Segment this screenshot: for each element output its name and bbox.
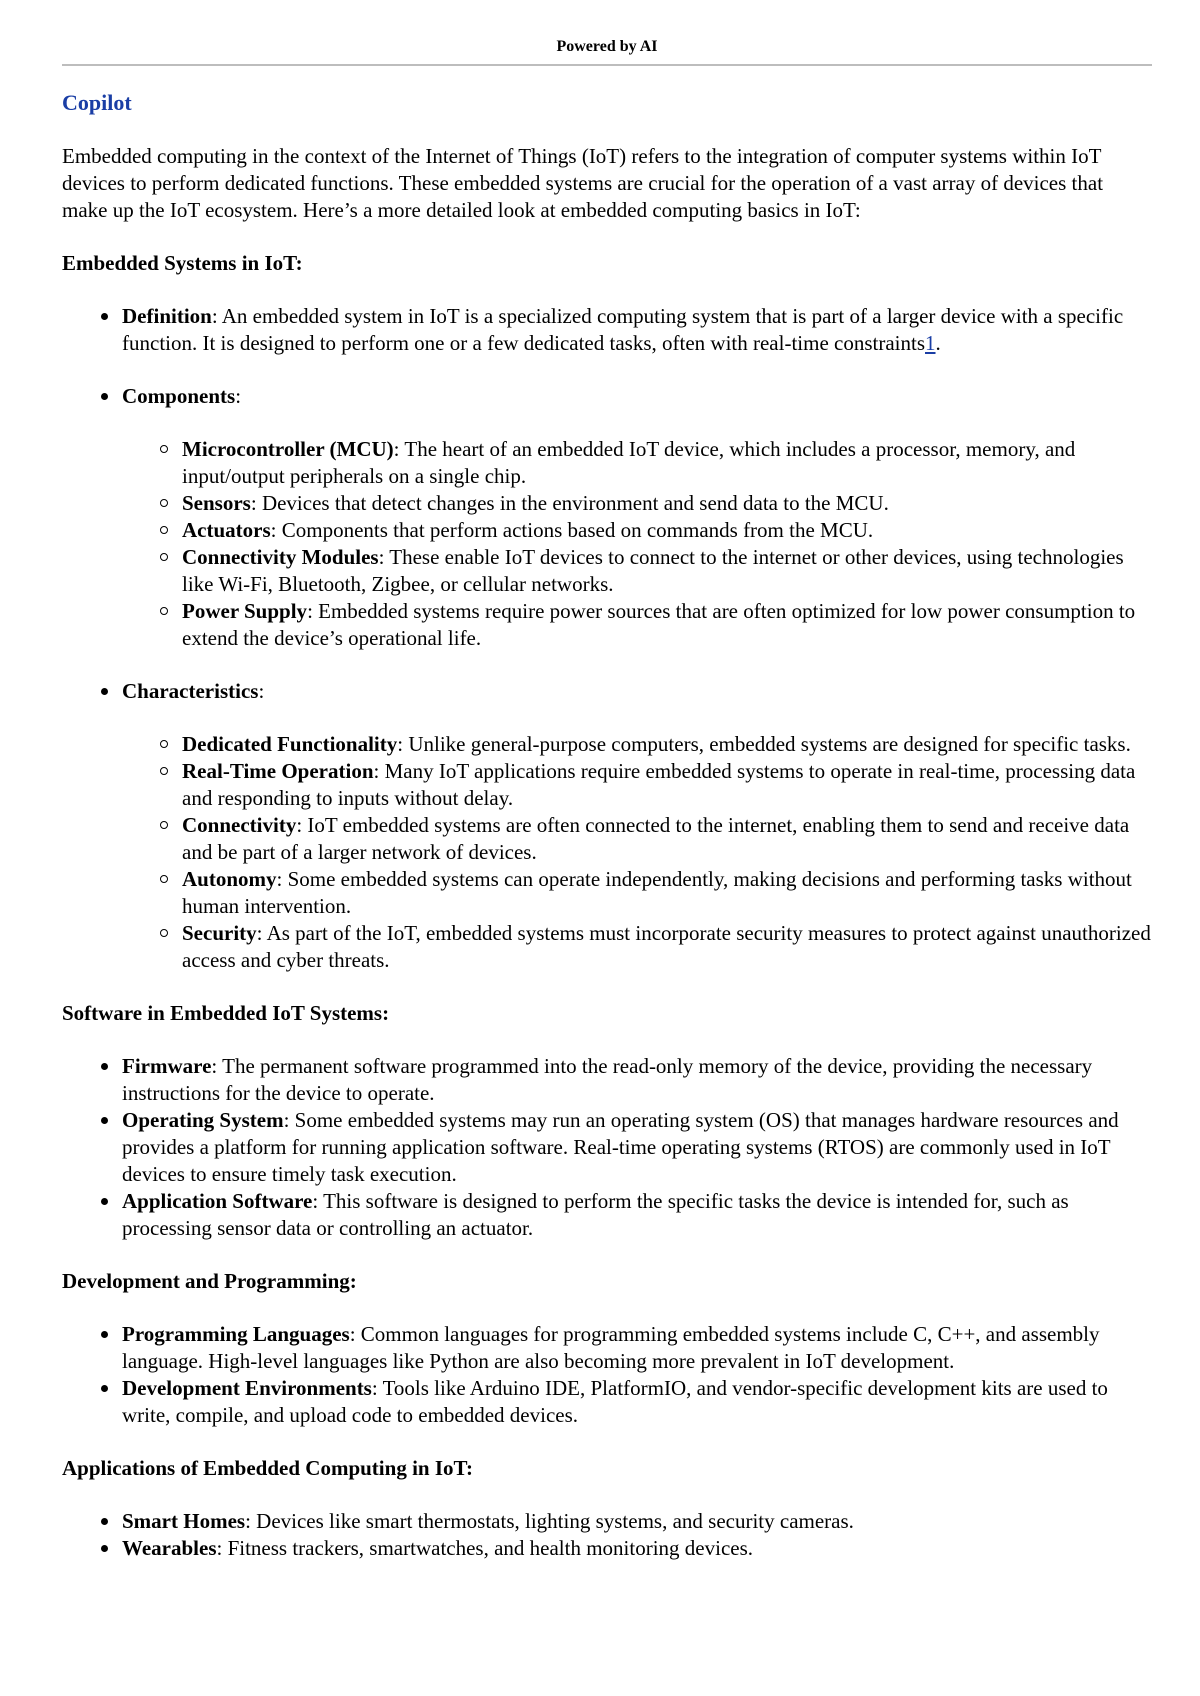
item-text: : Unlike general-purpose computers, embedded systems are designed for specific tasks.: [397, 732, 1131, 756]
term-wearables: Wearables: [122, 1536, 217, 1560]
sublist-item: [182, 866, 1152, 920]
term-real-time-operation: Real-Time Operation: [182, 759, 374, 783]
item-text: : The permanent software programmed into the read-only memory of the device, providing the necessary instructions for the device to operate.: [122, 1054, 1093, 1105]
item-text: : Components that perform actions based on commands from the MCU.: [270, 518, 874, 542]
section-heading-development: Development and Programming:: [62, 1269, 357, 1293]
characteristics-colon: :: [258, 679, 265, 703]
list-item: [122, 1053, 1152, 1107]
components-sublist: [122, 436, 1152, 652]
list-item: [122, 1375, 1152, 1429]
item-text: : IoT embedded systems are often connected to the internet, enabling them to send and receive data and be part of a larger network of devices.: [182, 813, 1130, 864]
term-autonomy: Autonomy: [182, 867, 277, 891]
sublist-item: [182, 920, 1152, 974]
list-item-definition: [122, 303, 1152, 357]
components-colon: :: [235, 384, 242, 408]
sublist-item: [182, 544, 1152, 598]
software-list: [62, 1053, 1152, 1242]
item-text: : Many IoT applications require embedded systems to operate in real-time, processing data and responding to inputs without delay.: [182, 759, 1136, 810]
term-actuators: Actuators: [182, 518, 271, 542]
list-item: [122, 1188, 1152, 1242]
item-text: : Devices like smart thermostats, lighting systems, and security cameras.: [245, 1509, 854, 1533]
list-item: [122, 1508, 1152, 1535]
powered-by-header: Powered by AI: [556, 38, 658, 55]
term-operating-system: Operating System: [122, 1108, 284, 1132]
term-connectivity-modules: Connectivity Modules: [182, 545, 379, 569]
term-smart-homes: Smart Homes: [122, 1509, 246, 1533]
item-text: : Embedded systems require power sources that are often optimized for low power consumption to extend the device’s operational life.: [182, 599, 1136, 650]
section-heading-software: Software in Embedded IoT Systems:: [62, 1001, 390, 1025]
document-body: [62, 143, 1152, 1562]
item-text: : The heart of an embedded IoT device, which includes a processor, memory, and input/output peripherals on a single chip.: [182, 437, 1076, 488]
item-text: : Some embedded systems may run an operating system (OS) that manages hardware resources and provides a platform for running application software. Real-time operating systems (RTOS) are commonly used in IoT devices to ensure timely task execution.: [122, 1108, 1119, 1186]
sublist-item: [182, 812, 1152, 866]
sublist-item: [182, 731, 1152, 758]
item-text: : Fitness trackers, smartwatches, and health monitoring devices.: [216, 1536, 754, 1560]
item-text: : Common languages for programming embedded systems include C, C++, and assembly language. High-level languages like Python are also becoming more prevalent in IoT development.: [122, 1322, 1100, 1373]
brand-title: Copilot: [62, 90, 132, 115]
term-programming-languages: Programming Languages: [122, 1322, 350, 1346]
intro-paragraph: Embedded computing in the context of the Internet of Things (IoT) refers to the integration of computer systems within IoT devices to perform dedicated functions. These embedded systems are crucial for the operation of a vast array of devices that make up the IoT ecosystem. Here’s a more detailed look at embedded computing basics in IoT:: [62, 144, 1104, 222]
sublist-item: [182, 517, 1152, 544]
item-text: : These enable IoT devices to connect to the internet or other devices, using technologies like Wi-Fi, Bluetooth, Zigbee, or cellular networks.: [182, 545, 1124, 596]
term-application-software: Application Software: [122, 1189, 313, 1213]
term-components: Components: [122, 384, 236, 408]
list-item-components: [122, 383, 1152, 652]
item-text: : As part of the IoT, embedded systems must incorporate security measures to protect against unauthorized access and cyber threats.: [182, 921, 1151, 972]
term-connectivity: Connectivity: [182, 813, 297, 837]
citation-link[interactable]: 1: [925, 331, 936, 355]
section-heading-embedded-systems: Embedded Systems in IoT:: [62, 251, 303, 275]
sublist-item: [182, 490, 1152, 517]
item-text: : Devices that detect changes in the environment and send data to the MCU.: [250, 491, 889, 515]
item-text: : Some embedded systems can operate independently, making decisions and performing tasks without human intervention.: [182, 867, 1132, 918]
item-text: : This software is designed to perform the specific tasks the device is intended for, such as processing sensor data or controlling an actuator.: [122, 1189, 1069, 1240]
term-development-environments: Development Environments: [122, 1376, 372, 1400]
list-item: [122, 1107, 1152, 1188]
item-text: : Tools like Arduino IDE, PlatformIO, and vendor-specific development kits are used to write, compile, and upload code to embedded devices.: [122, 1376, 1108, 1427]
term-dedicated-functionality: Dedicated Functionality: [182, 732, 398, 756]
list-item: [122, 1321, 1152, 1375]
header-divider: [62, 64, 1152, 66]
section-heading-applications: Applications of Embedded Computing in IoT:: [62, 1456, 473, 1480]
development-list: [62, 1321, 1152, 1429]
sublist-item: [182, 598, 1152, 652]
characteristics-sublist: [122, 731, 1152, 974]
term-mcu: Microcontroller (MCU): [182, 437, 394, 461]
term-security: Security: [182, 921, 257, 945]
term-sensors: Sensors: [182, 491, 251, 515]
list-item-characteristics: [122, 678, 1152, 974]
list-item: [122, 1535, 1152, 1562]
applications-list: [62, 1508, 1152, 1562]
sublist-item: [182, 436, 1152, 490]
definition-end: .: [935, 331, 941, 355]
term-firmware: Firmware: [122, 1054, 212, 1078]
embedded-systems-list: [62, 303, 1152, 974]
sublist-item: [182, 758, 1152, 812]
term-definition: Definition: [122, 304, 212, 328]
term-characteristics: Characteristics: [122, 679, 259, 703]
definition-text: : An embedded system in IoT is a specialized computing system that is part of a larger device with a specific function. It is designed to perform one or a few dedicated tasks, often with real-time constraints: [122, 304, 1124, 355]
term-power-supply: Power Supply: [182, 599, 308, 623]
